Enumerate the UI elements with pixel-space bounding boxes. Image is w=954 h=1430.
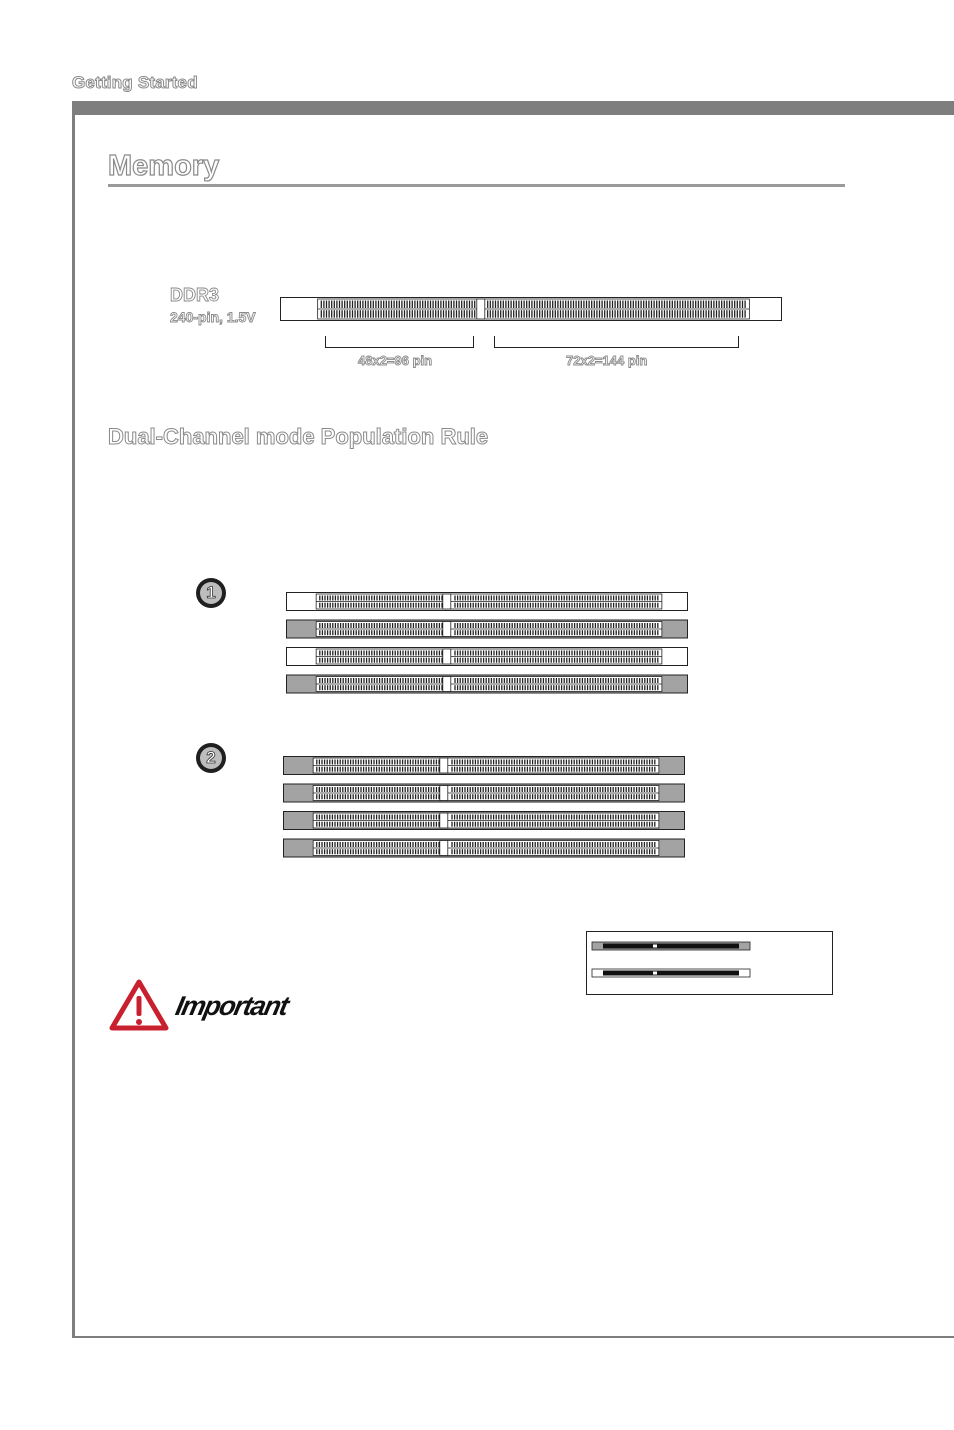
slot-legend	[586, 931, 833, 995]
title-underline	[108, 184, 845, 187]
pin-count-left: 48x2=96 pin	[358, 353, 433, 368]
step-1-number: 1	[200, 582, 222, 604]
step-1-slot	[287, 675, 688, 693]
ddr3-slot-diagram	[280, 296, 784, 324]
step-1-slot	[287, 620, 688, 638]
legend-slot	[592, 969, 750, 977]
dual-channel-heading: Dual-Channel mode Population Rule	[108, 424, 489, 449]
warning-icon	[108, 978, 170, 1032]
ddr3-slot	[281, 298, 782, 321]
step-1-badge	[196, 578, 226, 608]
pin-count-right: 72x2=144 pin	[566, 353, 648, 368]
ddr3-spec: 240-pin, 1.5V	[170, 309, 256, 325]
step-1-slot	[287, 593, 688, 611]
pin-bracket-left	[325, 336, 474, 348]
step-1-slot	[287, 648, 688, 666]
step-2-slot	[284, 757, 685, 775]
header-section-title: Getting Started	[72, 73, 198, 92]
header-bar	[72, 101, 954, 115]
legend-slot	[592, 942, 750, 950]
slot-legend-diagram	[587, 932, 832, 994]
page-title: Memory	[108, 150, 220, 182]
left-border-rule	[72, 101, 75, 1338]
step-2-slot	[284, 812, 685, 830]
step-2-number: 2	[200, 747, 222, 769]
step-2-slot	[284, 784, 685, 802]
bottom-border-rule	[72, 1336, 954, 1338]
pin-bracket-right	[494, 336, 739, 348]
step-2-badge	[196, 743, 226, 773]
step-2-slot-diagram	[281, 754, 687, 860]
ddr3-label: DDR3	[170, 285, 220, 305]
important-label: Important	[172, 991, 291, 1021]
step-1-slot-diagram	[284, 590, 690, 696]
step-2-slot	[284, 839, 685, 857]
